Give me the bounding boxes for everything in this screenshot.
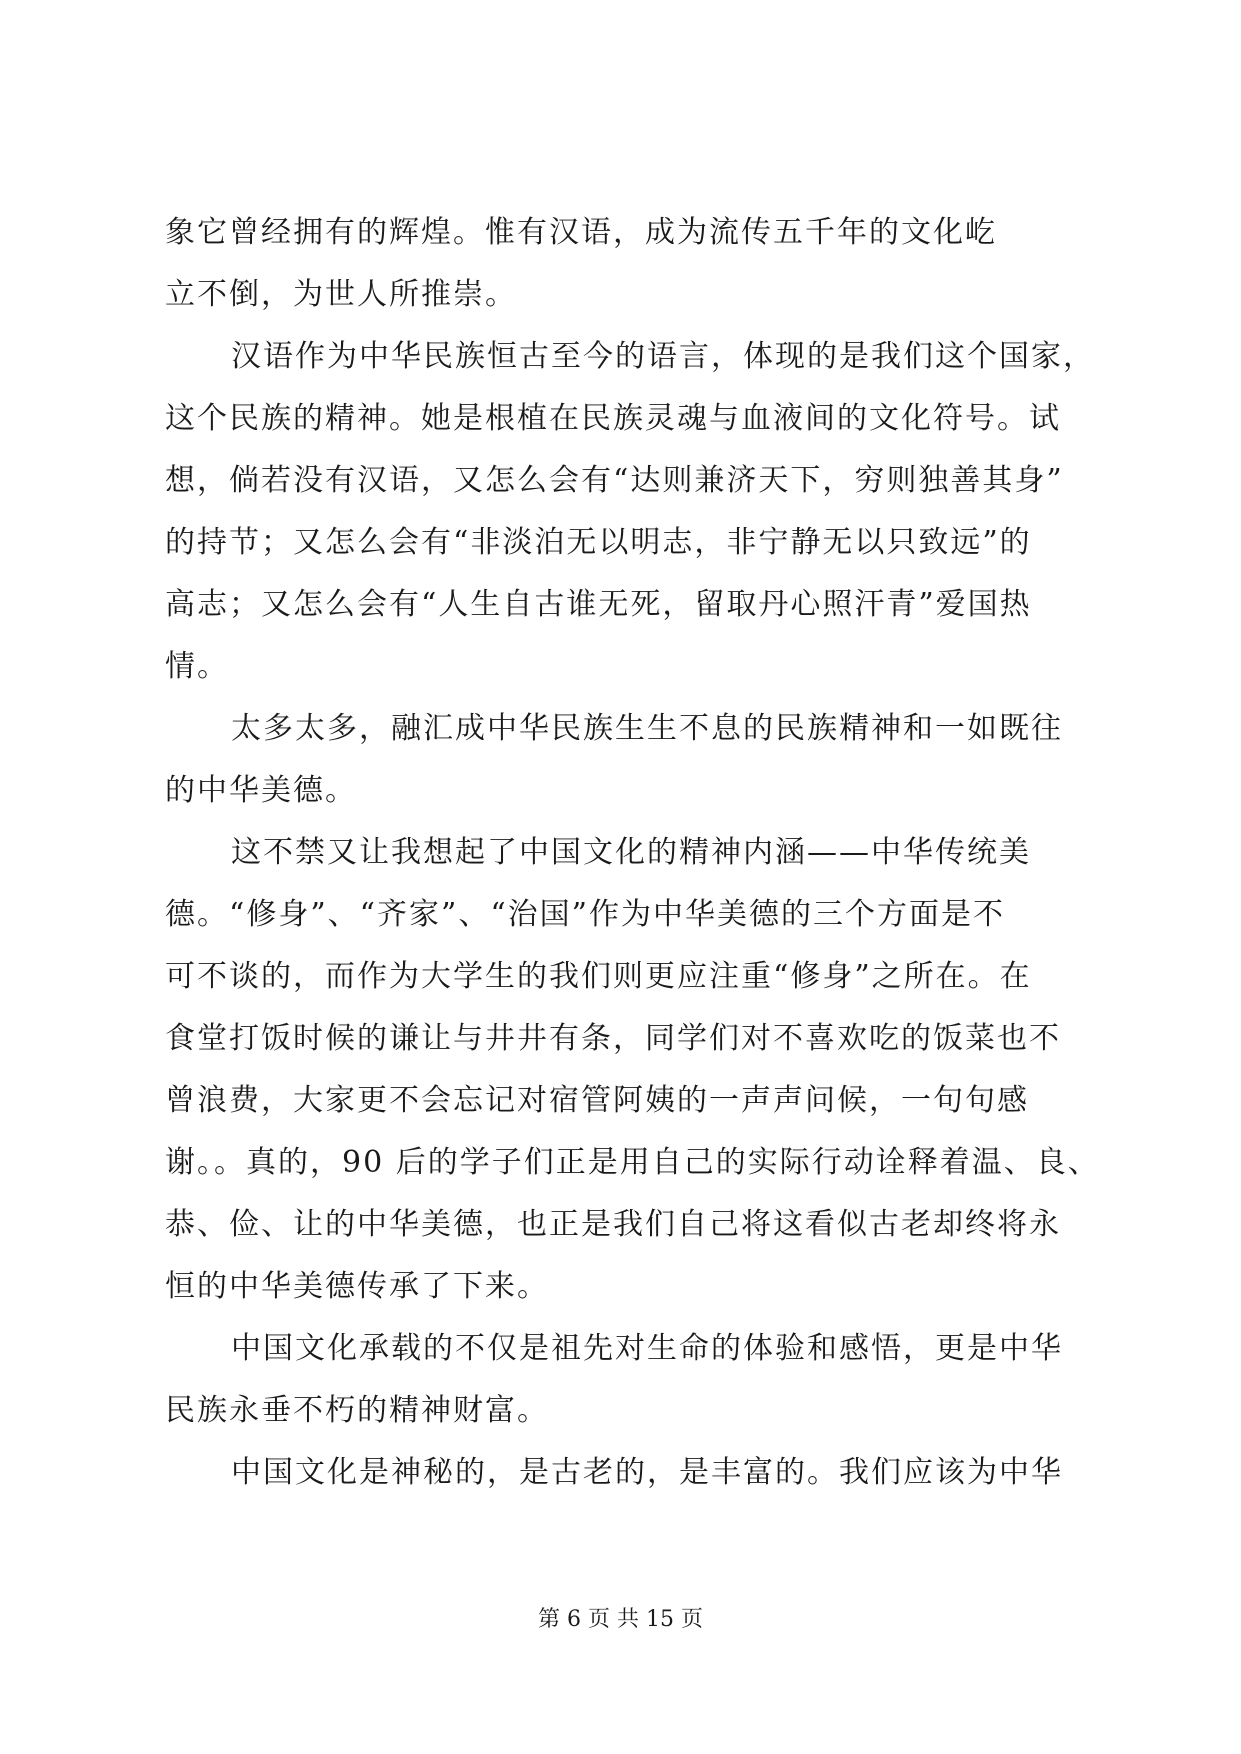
page-number-label: 第 6 页 共 15 页 [538,1607,703,1632]
text-line: 恒的中华美德传承了下来。 [165,1269,549,1304]
text-line: 民族永垂不朽的精神财富。 [165,1393,549,1428]
text-line: 高志；又怎么会有“人生自古谁无死，留取丹心照汗青”爱国热 [165,587,1032,622]
text-line: 立不倒，为世人所推崇。 [165,277,517,312]
text-line: 曾浪费，大家更不会忘记对宿管阿姨的一声声问候，一句句感 [165,1083,1029,1118]
text-line: 情。 [165,649,229,684]
text-line: 这个民族的精神。她是根植在民族灵魂与血液间的文化符号。试 [165,401,1061,436]
text-line: 的持节；又怎么会有“非淡泊无以明志，非宁静无以只致远”的 [165,525,1032,560]
paragraph-first-line: 中国文化是神秘的，是古老的，是丰富的。我们应该为中华 [231,1455,1063,1490]
text-line: 谢。。真的，90 后的学子们正是用自己的实际行动诠释着温、良、 [165,1145,1100,1180]
paragraph-first-line: 这不禁又让我想起了中国文化的精神内涵——中华传统美 [231,835,1031,870]
text-line: 象它曾经拥有的辉煌。惟有汉语，成为流传五千年的文化屹 [165,215,997,250]
text-line: 的中华美德。 [165,773,357,808]
body-text [165,202,1100,1504]
text-line: 德。“修身”、“齐家”、“治国”作为中华美德的三个方面是不 [165,897,1006,932]
text-line: 可不谈的，而作为大学生的我们则更应注重“修身”之所在。在 [165,959,1032,994]
paragraph-first-line: 太多太多，融汇成中华民族生生不息的民族精神和一如既往 [231,711,1063,746]
text-line: 食堂打饭时候的谦让与井井有条，同学们对不喜欢吃的饭菜也不 [165,1021,1061,1056]
paragraph-first-line: 汉语作为中华民族恒古至今的语言，体现的是我们这个国家， [231,339,1095,374]
text-line: 恭、俭、让的中华美德，也正是我们自己将这看似古老却终将永 [165,1207,1061,1242]
text-line: 想，倘若没有汉语，又怎么会有“达则兼济天下，穷则独善其身” [165,463,1064,498]
page-footer [0,1605,1241,1635]
paragraph-first-line: 中国文化承载的不仅是祖先对生命的体验和感悟，更是中华 [231,1331,1063,1366]
